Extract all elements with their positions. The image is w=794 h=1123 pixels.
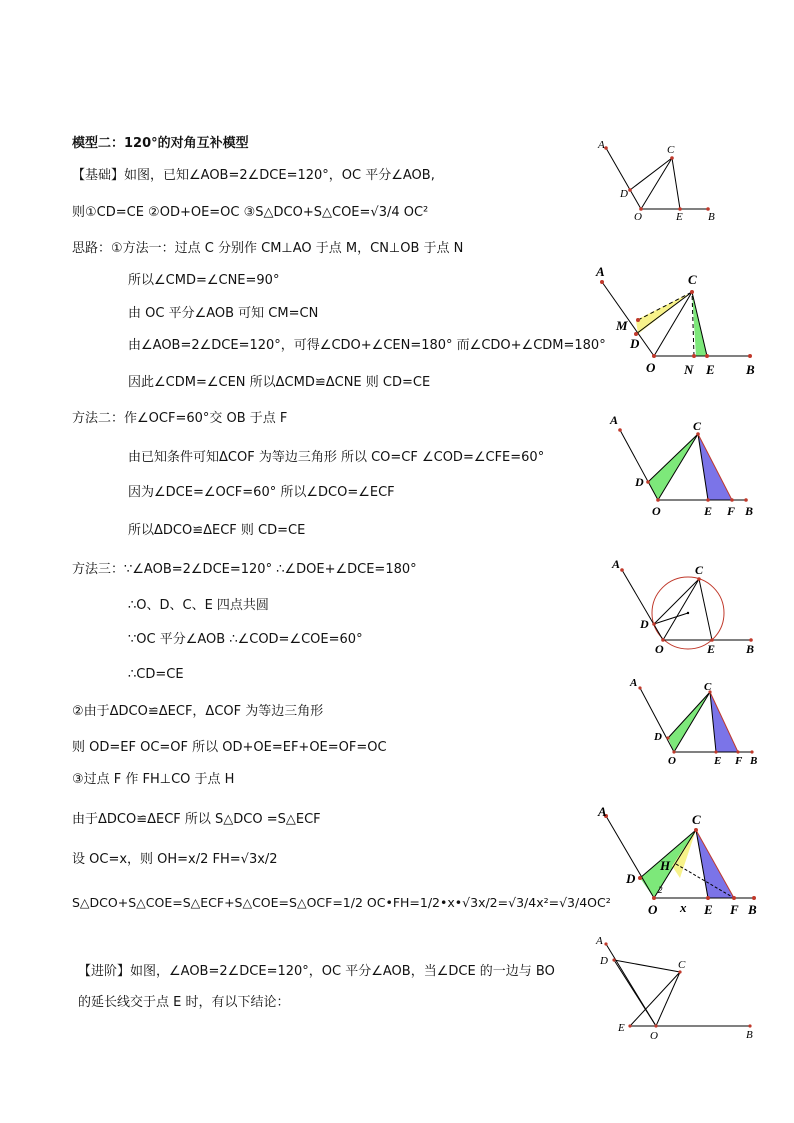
label-E: E <box>714 755 722 767</box>
label-A: A <box>598 804 607 819</box>
label-B: B <box>750 755 758 767</box>
label-H: H <box>660 858 671 873</box>
label-B: B <box>745 504 754 518</box>
label-D: D <box>640 617 649 631</box>
part3-line3: 设 OC=x，则 OH=x/2 FH=√3x/2 <box>72 852 278 867</box>
label-D: D <box>626 871 636 886</box>
figure-method3 <box>606 556 766 660</box>
method1-line3: 由∠AOB=2∠DCE=120°，可得∠CDO+∠CEN=180° 而∠CDO+∠CDM=180° <box>128 338 606 353</box>
label-C: C <box>692 812 701 827</box>
label-A: A <box>596 264 605 279</box>
figure-method1 <box>592 262 767 380</box>
label-D: D <box>620 188 628 200</box>
label-C: C <box>678 959 686 971</box>
label-B: B <box>746 1029 753 1041</box>
figure-part2 <box>624 676 769 772</box>
method1-line2: 由 OC 平分∠AOB 可知 CM=CN <box>128 306 319 321</box>
label-E: E <box>707 642 716 656</box>
label-D: D <box>600 955 608 967</box>
part3-line2: 由于ΔDCO≌ΔECF 所以 S△DCO =S△ECF <box>72 812 321 827</box>
label-O: O <box>652 504 661 518</box>
label-E: E <box>706 362 715 377</box>
label-B: B <box>708 211 715 223</box>
method2-line2: 因为∠DCE=∠OCF=60° 所以∠DCO=∠ECF <box>128 485 395 500</box>
figure-part3 <box>592 800 772 922</box>
label-N: N <box>684 362 694 377</box>
method2-head: 方法二：作∠OCF=60°交 OB 于点 F <box>72 411 288 426</box>
label-O: O <box>655 642 664 656</box>
advanced-line1: 【进阶】如图，∠AOB=2∠DCE=120°，OC 平分∠AOB，当∠DCE 的一边与 BO <box>78 964 555 979</box>
label-B: B <box>748 902 757 917</box>
label-C: C <box>667 144 675 156</box>
label-C: C <box>693 419 702 433</box>
method1-head: 思路：①方法一：过点 C 分别作 CM⊥AO 于点 M，CN⊥OB 于点 N <box>72 241 464 256</box>
label-D: D <box>630 336 640 351</box>
label-D: D <box>635 475 644 489</box>
method2-line1: 由已知条件可知ΔCOF 为等边三角形 所以 CO=CF ∠COD=∠CFE=60° <box>128 450 545 465</box>
label-C: C <box>695 563 704 577</box>
basic-line2: 则①CD=CE ②OD+OE=OC ③S△DCO+S△COE=√3/4 OC² <box>72 205 429 220</box>
part2-line2: 则 OD=EF OC=OF 所以 OD+OE=EF+OE=OF=OC <box>72 740 387 755</box>
label-O: O <box>668 755 676 767</box>
part3-line1: ③过点 F 作 FH⊥CO 于点 H <box>72 772 235 787</box>
part2-line1: ②由于ΔDCO≌ΔECF，ΔCOF 为等边三角形 <box>72 704 324 719</box>
figure-advanced <box>590 930 770 1042</box>
figure-method2 <box>604 408 764 520</box>
label-O: O <box>650 1030 658 1042</box>
advanced-line2: 的延长线交于点 E 时，有以下结论： <box>78 995 290 1010</box>
label-F: F <box>735 755 743 767</box>
label-O: O <box>646 360 656 375</box>
method1-line1: 所以∠CMD=∠CNE=90° <box>128 273 280 288</box>
label-C: C <box>688 272 697 287</box>
label-A: A <box>610 413 619 427</box>
label-x: x <box>680 900 687 915</box>
label-2: 2 <box>658 885 663 895</box>
part3-line4: S△DCO+S△COE=S△ECF+S△COE=S△OCF=1/2 OC•FH=1/2•x•√3x/2=√3/4x²=√3/4OC² <box>72 895 611 910</box>
label-A: A <box>598 139 605 151</box>
label-B: B <box>746 642 755 656</box>
method3-line3: ∴CD=CE <box>128 667 184 682</box>
label-A: A <box>630 677 638 689</box>
label-F: F <box>727 504 736 518</box>
label-E: E <box>618 1022 625 1034</box>
figure-basic <box>592 136 722 228</box>
label-A: A <box>612 557 621 571</box>
method3-head: 方法三：∵∠AOB=2∠DCE=120° ∴∠DOE+∠DCE=180° <box>72 562 417 577</box>
label-E: E <box>676 211 683 223</box>
method2-line3: 所以ΔDCO≌ΔECF 则 CD=CE <box>128 523 306 538</box>
label-F: F <box>730 902 739 917</box>
label-A: A <box>596 935 603 947</box>
label-M: M <box>616 318 628 333</box>
label-B: B <box>746 362 755 377</box>
basic-line1: 【基础】如图，已知∠AOB=2∠DCE=120°，OC 平分∠AOB, <box>72 168 435 183</box>
method1-line4: 因此∠CDM=∠CEN 所以ΔCMD≌ΔCNE 则 CD=CE <box>128 375 431 390</box>
label-O: O <box>648 902 658 917</box>
label-E: E <box>704 504 713 518</box>
method3-line1: ∴O、D、C、E 四点共圆 <box>128 598 269 613</box>
section-title: 模型二：120°的对角互补模型 <box>72 136 249 151</box>
label-C: C <box>704 681 712 693</box>
label-D: D <box>654 731 662 743</box>
label-E: E <box>704 902 713 917</box>
label-O: O <box>634 211 642 223</box>
method3-line2: ∵OC 平分∠AOB ∴∠COD=∠COE=60° <box>128 632 363 647</box>
